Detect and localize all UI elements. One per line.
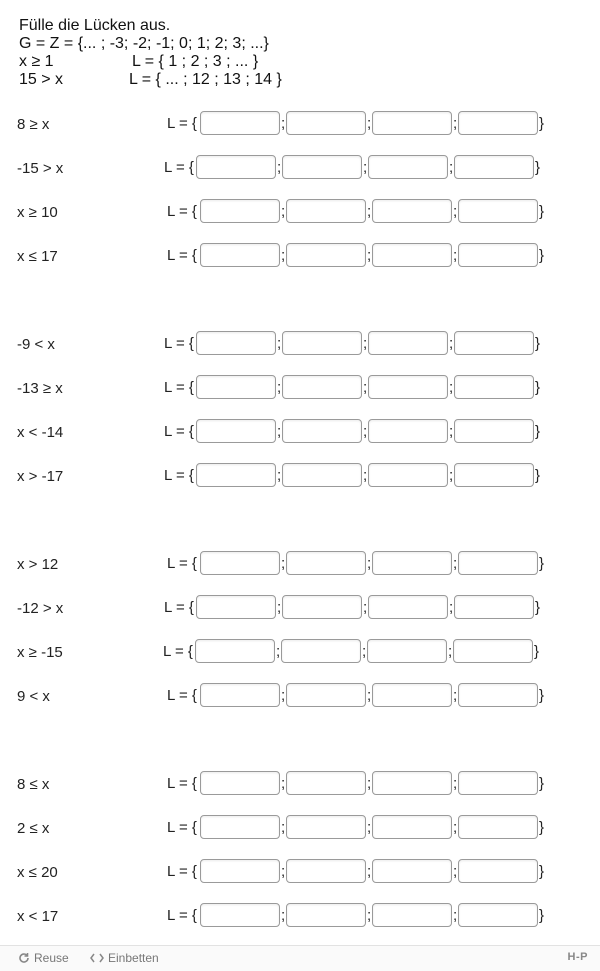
answer-input[interactable]: [458, 903, 538, 927]
separator: ;: [277, 335, 282, 352]
closing-brace: }: [539, 819, 545, 836]
separator: ;: [363, 423, 368, 440]
separator: ;: [449, 423, 454, 440]
answer-input[interactable]: [368, 375, 448, 399]
solution-set-prefix: L = {: [167, 775, 197, 792]
task-title: Fülle die Lücken aus.: [19, 17, 171, 34]
answer-input[interactable]: [200, 815, 280, 839]
solution-set-prefix: L = {: [167, 247, 197, 264]
exercise-row: [0, 199, 600, 225]
reuse-button[interactable]: [18, 951, 69, 965]
inequality-label: 2 ≤ x: [17, 820, 50, 837]
separator: ;: [453, 203, 458, 220]
answer-input[interactable]: [454, 419, 534, 443]
exercise-row: [0, 683, 600, 709]
closing-brace: }: [539, 555, 545, 572]
separator: ;: [367, 555, 372, 572]
exercise-row: [0, 243, 600, 269]
base-set-definition: G = Z = {... ; -3; -2; -1; 0; 1; 2; 3; ...}: [19, 35, 269, 52]
answer-input[interactable]: [368, 419, 448, 443]
separator: ;: [367, 203, 372, 220]
task-header: [19, 17, 419, 89]
solution-set-prefix: L = {: [167, 555, 197, 572]
answer-input[interactable]: [286, 771, 366, 795]
answer-input[interactable]: [196, 331, 276, 355]
closing-brace: }: [539, 775, 545, 792]
separator: ;: [277, 379, 282, 396]
inequality-label: x > -17: [17, 468, 64, 485]
answer-input[interactable]: [454, 331, 534, 355]
separator: ;: [281, 115, 286, 132]
exercise-row: [0, 903, 600, 929]
exercise-row: [0, 639, 600, 665]
answer-input[interactable]: [286, 859, 366, 883]
separator: ;: [449, 599, 454, 616]
closing-brace: }: [539, 687, 545, 704]
closing-brace: }: [535, 423, 541, 440]
separator: ;: [453, 775, 458, 792]
separator: ;: [367, 687, 372, 704]
answer-input[interactable]: [458, 859, 538, 883]
separator: ;: [277, 467, 282, 484]
exercise-row: [0, 815, 600, 841]
separator: ;: [276, 643, 281, 660]
inequality-label: x ≤ 20: [17, 864, 58, 881]
separator: ;: [363, 335, 368, 352]
answer-input[interactable]: [196, 375, 276, 399]
answer-input[interactable]: [286, 551, 366, 575]
answer-input[interactable]: [372, 903, 452, 927]
closing-brace: }: [539, 247, 545, 264]
h5p-logo: H-P: [567, 951, 588, 963]
closing-brace: }: [539, 907, 545, 924]
solution-set-prefix: L = {: [167, 203, 197, 220]
separator: ;: [367, 863, 372, 880]
answer-input[interactable]: [458, 815, 538, 839]
answer-input[interactable]: [286, 903, 366, 927]
answer-input[interactable]: [281, 639, 361, 663]
exercise-row: [0, 595, 600, 621]
separator: ;: [363, 159, 368, 176]
separator: ;: [281, 203, 286, 220]
inequality-label: x ≥ 10: [17, 204, 58, 221]
answer-input[interactable]: [458, 199, 538, 223]
exercise-row: [0, 551, 600, 577]
separator: ;: [449, 379, 454, 396]
separator: ;: [449, 335, 454, 352]
closing-brace: }: [535, 379, 541, 396]
exercise-row: [0, 155, 600, 181]
example-1: [19, 53, 419, 71]
inequality-label: -15 > x: [17, 160, 64, 177]
solution-set-prefix: L = {: [163, 643, 193, 660]
inequality-label: x < 17: [17, 908, 59, 925]
answer-input[interactable]: [196, 463, 276, 487]
separator: ;: [453, 247, 458, 264]
separator: ;: [281, 819, 286, 836]
answer-input[interactable]: [196, 595, 276, 619]
separator: ;: [277, 159, 282, 176]
separator: ;: [363, 599, 368, 616]
answer-input[interactable]: [372, 859, 452, 883]
separator: ;: [367, 247, 372, 264]
inequality-label: x < -14: [17, 424, 64, 441]
separator: ;: [277, 599, 282, 616]
solution-set-prefix: L = {: [167, 863, 197, 880]
answer-input[interactable]: [368, 331, 448, 355]
separator: ;: [281, 247, 286, 264]
example-1-inequality: x ≥ 1: [19, 53, 54, 70]
answer-input[interactable]: [454, 595, 534, 619]
embed-label: Einbetten: [108, 951, 159, 965]
separator: ;: [281, 775, 286, 792]
answer-input[interactable]: [372, 111, 452, 135]
answer-input[interactable]: [368, 155, 448, 179]
example-2: [19, 71, 419, 89]
separator: ;: [453, 863, 458, 880]
reuse-icon: [18, 952, 30, 964]
exercise-row: [0, 771, 600, 797]
answer-input[interactable]: [286, 199, 366, 223]
answer-input[interactable]: [200, 683, 280, 707]
exercise-row: [0, 111, 600, 137]
exercise-row: [0, 859, 600, 885]
separator: ;: [367, 907, 372, 924]
separator: ;: [281, 555, 286, 572]
solution-set-prefix: L = {: [164, 159, 194, 176]
solution-set-prefix: L = {: [164, 423, 194, 440]
solution-set-prefix: L = {: [164, 379, 194, 396]
answer-input[interactable]: [282, 419, 362, 443]
example-2-inequality: 15 > x: [19, 71, 64, 88]
separator: ;: [449, 467, 454, 484]
code-icon: [90, 953, 104, 963]
separator: ;: [277, 423, 282, 440]
inequality-label: -9 < x: [17, 336, 55, 353]
answer-input[interactable]: [458, 551, 538, 575]
answer-input[interactable]: [368, 463, 448, 487]
solution-set-prefix: L = {: [164, 335, 194, 352]
answer-input[interactable]: [282, 331, 362, 355]
exercise-row: [0, 331, 600, 357]
answer-input[interactable]: [286, 815, 366, 839]
answer-input[interactable]: [372, 551, 452, 575]
inequality-label: x > 12: [17, 556, 59, 573]
answer-input[interactable]: [372, 771, 452, 795]
answer-input[interactable]: [282, 595, 362, 619]
solution-set-prefix: L = {: [167, 115, 197, 132]
closing-brace: }: [535, 335, 541, 352]
answer-input[interactable]: [196, 155, 276, 179]
exercise-row: [0, 463, 600, 489]
inequality-label: -12 > x: [17, 600, 64, 617]
answer-input[interactable]: [368, 595, 448, 619]
closing-brace: }: [535, 599, 541, 616]
answer-input[interactable]: [200, 771, 280, 795]
separator: ;: [363, 467, 368, 484]
closing-brace: }: [534, 643, 540, 660]
answer-input[interactable]: [200, 111, 280, 135]
inequality-label: 8 ≥ x: [17, 116, 50, 133]
separator: ;: [281, 863, 286, 880]
closing-brace: }: [535, 159, 541, 176]
closing-brace: }: [535, 467, 541, 484]
solution-set-prefix: L = {: [164, 599, 194, 616]
separator: ;: [448, 643, 453, 660]
reuse-label: Reuse: [34, 951, 69, 965]
separator: ;: [362, 643, 367, 660]
closing-brace: }: [539, 203, 545, 220]
solution-set-prefix: L = {: [167, 687, 197, 704]
separator: ;: [453, 687, 458, 704]
answer-input[interactable]: [282, 463, 362, 487]
answer-input[interactable]: [458, 243, 538, 267]
inequality-label: x ≥ -15: [17, 644, 63, 661]
separator: ;: [281, 907, 286, 924]
answer-input[interactable]: [458, 111, 538, 135]
answer-input[interactable]: [458, 683, 538, 707]
footer-bar: [0, 945, 600, 971]
example-1-solution: L = { 1 ; 2 ; 3 ; ... }: [132, 53, 259, 70]
answer-input[interactable]: [282, 375, 362, 399]
inequality-label: x ≤ 17: [17, 248, 58, 265]
solution-set-prefix: L = {: [164, 467, 194, 484]
separator: ;: [453, 115, 458, 132]
answer-input[interactable]: [282, 155, 362, 179]
answer-input[interactable]: [372, 243, 452, 267]
inequality-label: -13 ≥ x: [17, 380, 63, 397]
answer-input[interactable]: [286, 683, 366, 707]
separator: ;: [449, 159, 454, 176]
separator: ;: [367, 115, 372, 132]
inequality-label: 9 < x: [17, 688, 50, 705]
example-2-solution: L = { ... ; 12 ; 13 ; 14 }: [129, 71, 282, 88]
answer-input[interactable]: [367, 639, 447, 663]
answer-input[interactable]: [200, 551, 280, 575]
answer-input[interactable]: [200, 243, 280, 267]
answer-input[interactable]: [372, 815, 452, 839]
separator: ;: [363, 379, 368, 396]
closing-brace: }: [539, 863, 545, 880]
separator: ;: [453, 907, 458, 924]
closing-brace: }: [539, 115, 545, 132]
answer-input[interactable]: [286, 243, 366, 267]
answer-input[interactable]: [454, 155, 534, 179]
answer-input[interactable]: [286, 111, 366, 135]
exercise-row: [0, 375, 600, 401]
solution-set-prefix: L = {: [167, 907, 197, 924]
answer-input[interactable]: [372, 199, 452, 223]
answer-input[interactable]: [454, 463, 534, 487]
separator: ;: [367, 819, 372, 836]
answer-input[interactable]: [453, 639, 533, 663]
solution-set-prefix: L = {: [167, 819, 197, 836]
embed-button[interactable]: [90, 951, 159, 965]
answer-input[interactable]: [372, 683, 452, 707]
separator: ;: [367, 775, 372, 792]
answer-input[interactable]: [454, 375, 534, 399]
separator: ;: [453, 555, 458, 572]
exercise-row: [0, 419, 600, 445]
separator: ;: [453, 819, 458, 836]
answer-input[interactable]: [200, 859, 280, 883]
inequality-label: 8 ≤ x: [17, 776, 50, 793]
answer-input[interactable]: [196, 419, 276, 443]
answer-input[interactable]: [195, 639, 275, 663]
answer-input[interactable]: [458, 771, 538, 795]
answer-input[interactable]: [200, 199, 280, 223]
separator: ;: [281, 687, 286, 704]
answer-input[interactable]: [200, 903, 280, 927]
